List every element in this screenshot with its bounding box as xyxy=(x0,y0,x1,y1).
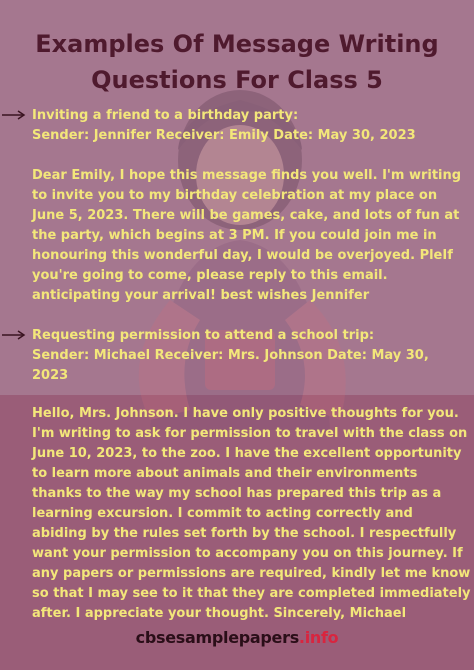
body-line: I'm writing to ask for permission to travel with the class on xyxy=(32,426,468,441)
body-line: after. I appreciate your thought. Sincerely, Michael xyxy=(32,606,407,621)
heading-line: Sender: Jennifer Receiver: Emily Date: May 30, 2023 xyxy=(32,128,416,143)
example1-heading xyxy=(32,106,462,146)
heading-line: Sender: Michael Receiver: Mrs. Johnson Date: May 30, xyxy=(32,348,429,363)
body-line: thanks to the way my school has prepared this trip as a xyxy=(32,486,442,501)
logo-domain: .info xyxy=(298,628,339,647)
logo-text: cbsesamplepapers xyxy=(135,628,299,647)
example2-heading xyxy=(32,326,462,386)
arrow-right-icon xyxy=(2,110,26,120)
heading-line: Requesting permission to attend a school trip: xyxy=(32,328,375,343)
body-line: June 5, 2023. There will be games, cake, and lots of fun at xyxy=(32,208,460,223)
body-line: you're going to come, please reply to this email. xyxy=(32,268,388,283)
body-line: to learn more about animals and their environments xyxy=(32,466,418,481)
body-line: so that I may see to it that they are completed immediately xyxy=(32,586,471,601)
arrow-right-icon xyxy=(2,330,26,340)
title-line: Examples Of Message Writing xyxy=(35,30,439,58)
body-line: Dear Emily, I hope this message finds you well. I'm writing xyxy=(32,168,462,183)
body-line: want your permission to accompany you on this journey. If xyxy=(32,546,463,561)
body-line: any papers or permissions are required, kindly let me know xyxy=(32,566,471,581)
title-line: Questions For Class 5 xyxy=(91,66,383,94)
body-line: honouring this wonderful day, I would be overjoyed. PleIf xyxy=(32,248,453,263)
body-line: anticipating your arrival! best wishes Jennifer xyxy=(32,288,370,303)
site-logo[interactable] xyxy=(0,628,474,647)
example1-body xyxy=(32,166,462,306)
body-line: abiding by the rules set forth by the school. I respectfully xyxy=(32,526,457,541)
example2-body xyxy=(32,404,471,624)
heading-line: Inviting a friend to a birthday party: xyxy=(32,108,299,123)
page-title xyxy=(0,26,474,98)
body-line: Hello, Mrs. Johnson. I have only positive thoughts for you. xyxy=(32,406,459,421)
body-line: learning excursion. I commit to acting correctly and xyxy=(32,506,413,521)
body-line: to invite you to my birthday celebration at my place on xyxy=(32,188,438,203)
body-line: the party, which begins at 3 PM. If you could join me in xyxy=(32,228,437,243)
heading-line: 2023 xyxy=(32,368,69,383)
body-line: June 10, 2023, to the zoo. I have the excellent opportunity xyxy=(32,446,462,461)
